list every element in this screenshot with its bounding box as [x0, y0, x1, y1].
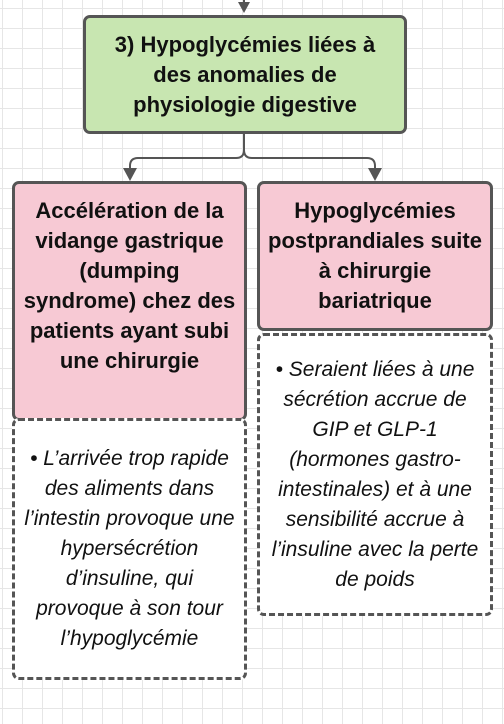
right-arrowhead: [368, 168, 382, 181]
right-heading-node: [257, 181, 493, 331]
left-note-text: • L’arrivée trop rapide des aliments dans l’intestin provoque une hypersécrétion d’insuline, qui provoque à son tour l’hypoglycémie: [24, 447, 235, 650]
right-heading-text: Hypoglycémies postprandiales suite à chirurgie bariatrique: [268, 198, 482, 313]
title-text: 3) Hypoglycémies liées à des anomalies de physiologie digestive: [114, 31, 376, 117]
incoming-arrowhead: [238, 2, 250, 13]
left-heading-node: [12, 181, 247, 421]
left-heading-text: Accélération de la vidange gastrique (dumping syndrome) chez des patients ayant subi une chirurgie: [23, 198, 236, 373]
right-note-node: [257, 333, 493, 616]
right-note-text: • Seraient liées à une sécrétion accrue de GIP et GLP-1 (hormones gastro-intestinales) et à une sensibilité accrue à l’insuline avec la perte de poids: [271, 357, 479, 591]
title-node: [83, 15, 407, 134]
branch-connector: [130, 134, 375, 172]
left-note-node: [12, 418, 247, 680]
left-arrowhead: [123, 168, 137, 181]
